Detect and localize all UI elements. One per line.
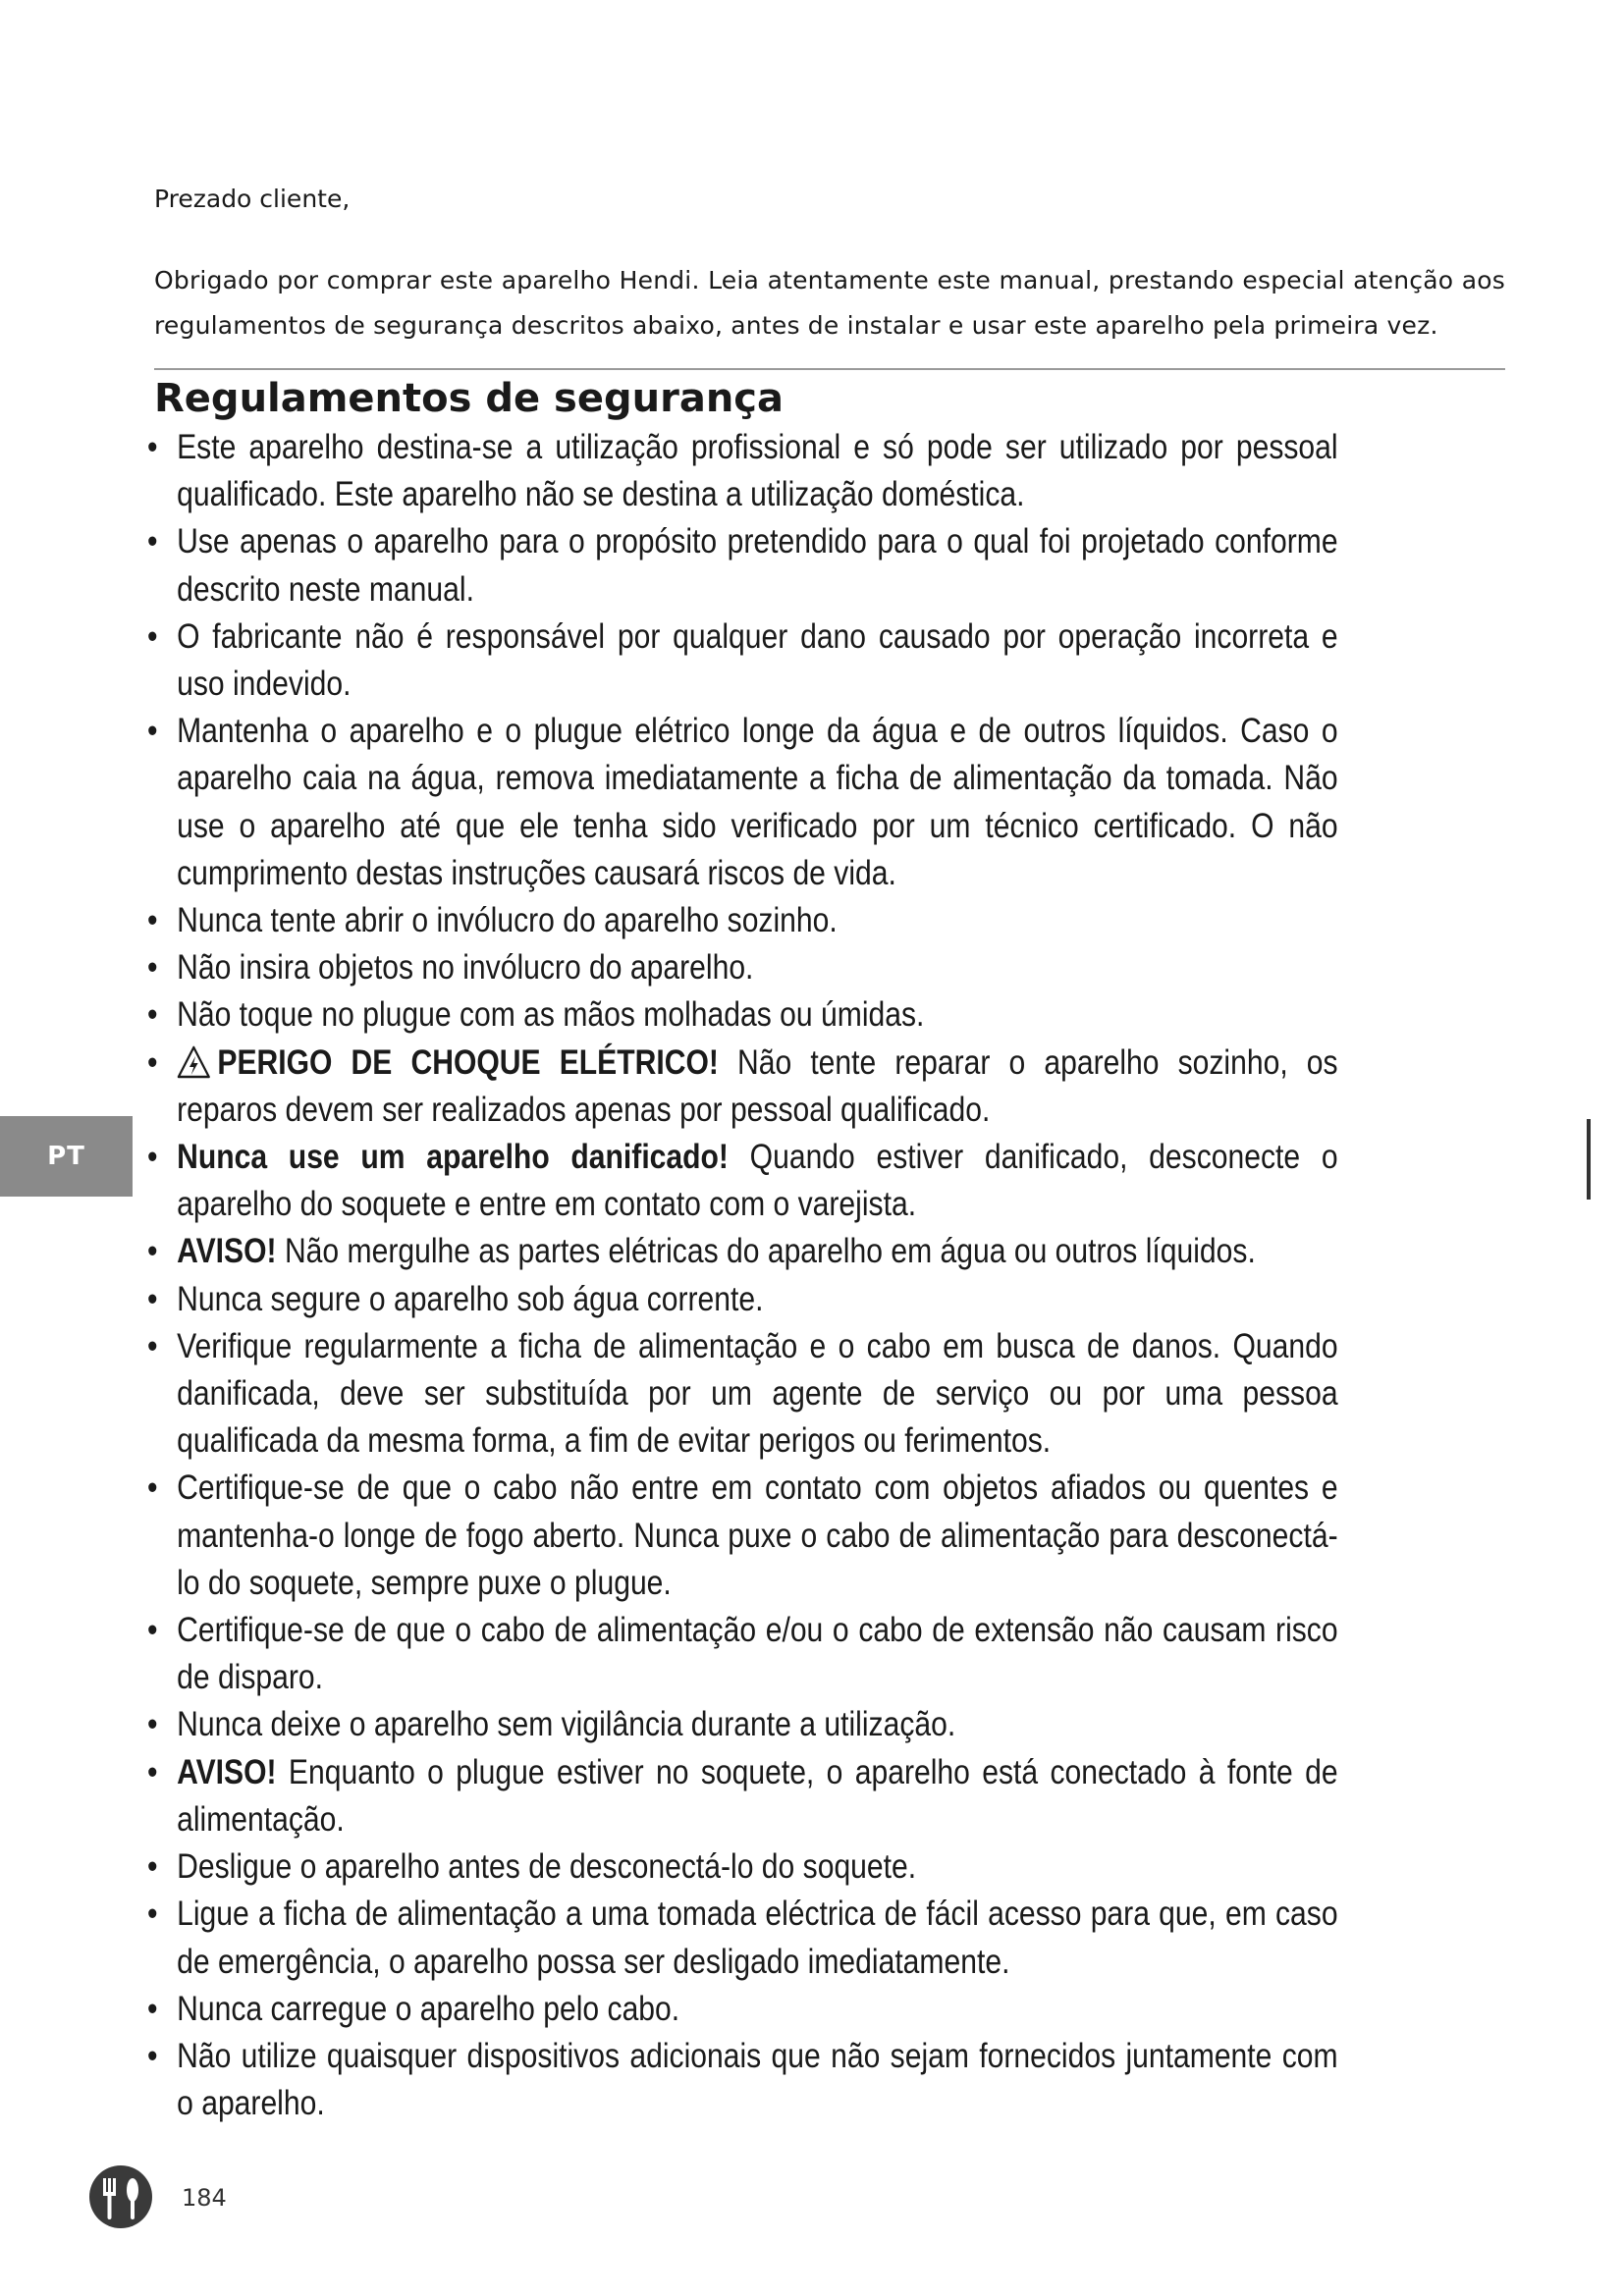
item-text: Quando estiver danificado, desconecte o aparelho do soquete e entre em contato com o varejista. xyxy=(177,1138,1338,1224)
warning-label: AVISO! xyxy=(177,1752,277,1791)
list-item xyxy=(147,1701,1338,1748)
item-text: Não toque no plugue com as mãos molhadas ou úmidas. xyxy=(177,995,925,1035)
list-item xyxy=(147,1607,1338,1701)
item-text: Ligue a ficha de alimentação a uma tomada eléctrica de fácil acesso para que, em caso de emergência, o aparelho possa ser desligado imediatamente. xyxy=(177,1895,1338,1981)
list-item xyxy=(147,1986,1338,2033)
bullet-marker: • xyxy=(147,948,158,988)
bullet-marker: • xyxy=(147,1611,158,1650)
bullet-marker: • xyxy=(147,1989,158,2028)
list-item xyxy=(147,897,1338,944)
item-text: Verifique regularmente a ficha de alimentação e o cabo em busca de danos. Quando danificada, deve ser substituída por um agente de serviço ou por uma pessoa qualificada da mesma forma, a fim de evitar perigos ou ferimentos. xyxy=(177,1326,1338,1461)
item-text: O fabricante não é responsável por qualquer dano causado por operação incorreta e uso indevido. xyxy=(177,616,1338,704)
list-item xyxy=(147,1323,1338,1466)
greeting: Prezado cliente, xyxy=(154,185,351,213)
language-tab: PT xyxy=(0,1116,133,1197)
item-text: Este aparelho destina-se a utilização profissional e só pode ser utilizado por pessoal qualificado. Este aparelho não se destina a utilização doméstica. xyxy=(177,428,1338,514)
item-text: Nunca deixe o aparelho sem vigilância durante a utilização. xyxy=(177,1705,956,1744)
list-item xyxy=(147,1843,1338,1891)
list-item xyxy=(147,1276,1338,1323)
list-item xyxy=(147,2033,1338,2127)
bullet-marker: • xyxy=(147,1279,158,1318)
warning-label: Nunca use um aparelho danificado! xyxy=(177,1138,729,1177)
item-text: Não tente reparar o aparelho sozinho, os reparos devem ser realizados apenas por pessoal qualificado. xyxy=(177,1042,1338,1129)
item-text: Nunca carregue o aparelho pelo cabo. xyxy=(177,1989,680,2028)
list-item xyxy=(147,1040,1338,1134)
bullet-marker: • xyxy=(147,616,158,656)
warning-label: AVISO! xyxy=(177,1232,277,1271)
item-text: Enquanto o plugue estiver no soquete, o aparelho está conectado à fonte de alimentação. xyxy=(177,1752,1338,1839)
list-item xyxy=(147,424,1338,518)
list-item xyxy=(147,1465,1338,1607)
item-text: Não insira objetos no invólucro do aparelho. xyxy=(177,948,754,988)
bullet-marker: • xyxy=(147,995,158,1035)
bullet-marker: • xyxy=(147,428,158,466)
intro-paragraph: Obrigado por comprar este aparelho Hendi. Leia atentamente este manual, prestando especial atenção aos regulamentos de segurança descritos abaixo, antes de instalar e usar este aparelho pela primeira vez. xyxy=(154,266,1505,340)
item-text: Certifique-se de que o cabo de alimentação e/ou o cabo de extensão não causam risco de disparo. xyxy=(177,1611,1338,1697)
item-text: Não utilize quaisquer dispositivos adicionais que não sejam fornecidos juntamente com o aparelho. xyxy=(177,2036,1338,2123)
page-number: 184 xyxy=(182,2184,227,2212)
bullet-marker: • xyxy=(147,1138,158,1177)
item-text: Mantenha o aparelho e o plugue elétrico longe da água e de outros líquidos. Caso o aparelho caia na água, remova imediatamente a ficha de alimentação da tomada. Não use o aparelho até que ele tenha sido verificado por um técnico certificado. O não cumprimento destas instruções causará riscos de vida. xyxy=(177,712,1338,892)
bullet-marker: • xyxy=(147,901,158,940)
list-item xyxy=(147,1891,1338,1985)
list-item xyxy=(147,708,1338,897)
item-text: Nunca segure o aparelho sob água corrente. xyxy=(177,1279,764,1318)
item-text: Não mergulhe as partes elétricas do aparelho em água ou outros líquidos. xyxy=(284,1232,1256,1271)
list-item xyxy=(147,1134,1338,1228)
bullet-marker: • xyxy=(147,1468,158,1508)
safety-regulations-list xyxy=(147,424,1338,2127)
bullet-marker: • xyxy=(147,1232,158,1271)
list-item xyxy=(147,1749,1338,1843)
bullet-marker: • xyxy=(147,1326,158,1365)
list-item xyxy=(147,518,1338,613)
high-voltage-warning-icon xyxy=(177,1045,210,1079)
hendi-logo-icon xyxy=(88,2164,153,2229)
bullet-marker: • xyxy=(147,1752,158,1791)
bullet-marker: • xyxy=(147,522,158,561)
bullet-marker: • xyxy=(147,712,158,751)
item-text: Desligue o aparelho antes de desconectá-lo do soquete. xyxy=(177,1847,917,1887)
bullet-marker: • xyxy=(147,1042,158,1082)
margin-marker xyxy=(1587,1119,1591,1200)
item-text: Certifique-se de que o cabo não entre em contato com objetos afiados ou quentes e mantenha-o longe de fogo aberto. Nunca puxe o cabo de alimentação para desconectá-lo do soquete, sempre puxe o plugue. xyxy=(177,1468,1338,1602)
list-item xyxy=(147,1228,1338,1275)
list-item xyxy=(147,991,1338,1039)
item-text: Nunca tente abrir o invólucro do aparelho sozinho. xyxy=(177,901,838,940)
list-item xyxy=(147,944,1338,991)
warning-label: PERIGO DE CHOQUE ELÉTRICO! xyxy=(217,1042,719,1082)
bullet-marker: • xyxy=(147,1895,158,1934)
bullet-marker: • xyxy=(147,1847,158,1887)
bullet-marker: • xyxy=(147,2036,158,2075)
section-title: Regulamentos de segurança xyxy=(154,376,784,421)
list-item xyxy=(147,614,1338,708)
bullet-marker: • xyxy=(147,1705,158,1744)
item-text: Use apenas o aparelho para o propósito pretendido para o qual foi projetado conforme descrito neste manual. xyxy=(177,522,1338,609)
